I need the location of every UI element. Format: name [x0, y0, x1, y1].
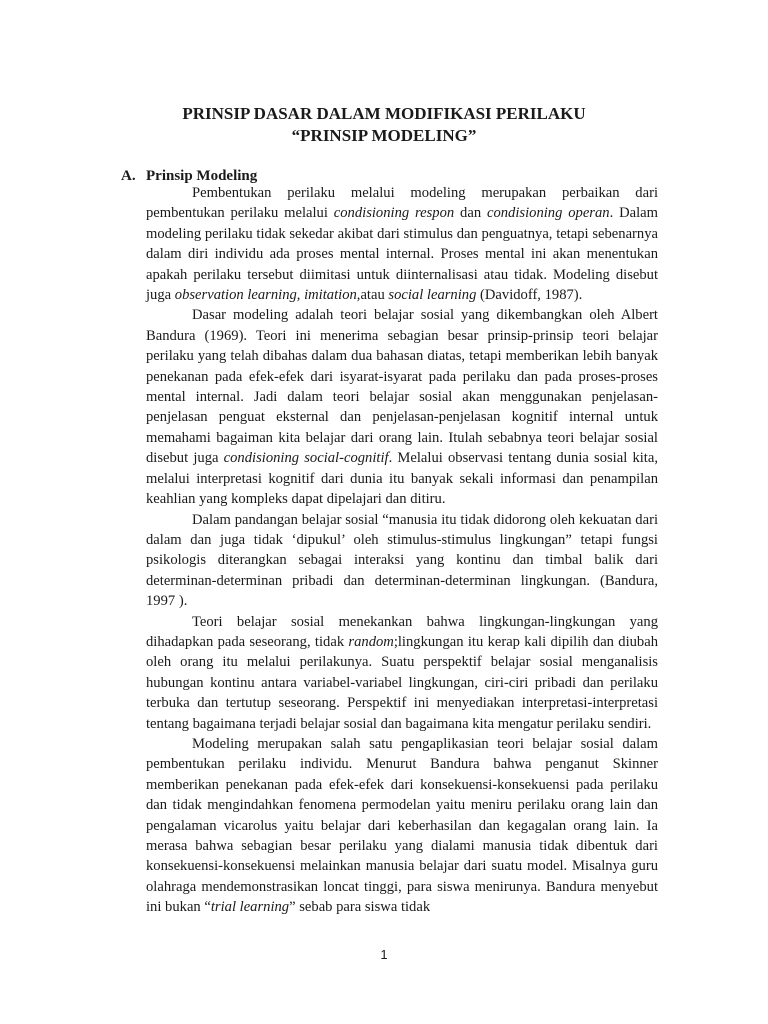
italic-term: condisioning social-cognitif [223, 450, 389, 467]
body-paragraph [146, 510, 658, 612]
italic-term: social learning [388, 287, 477, 304]
text-run: ” sebab para siswa tidak [289, 899, 431, 916]
section-letter: A. [121, 168, 136, 184]
text-run: ;lingkungan itu kerap kali dipilih dan diubah oleh orang itu melalui perilakunya. Suatu perspektif belajar sosial menganalisis hubungan kontinu antara variabel-variabel lingkungan, ciri-ciri pribadi dan perilaku terbuka dan tertutup seseorang. Perspektif ini menyediakan interpretasi-interpretasi tentang bagaimana terjadi belajar sosial dan bagaimana kita mengatur perilaku sendiri. [146, 633, 658, 732]
body-paragraph [146, 734, 658, 918]
body-paragraph [146, 612, 658, 734]
italic-term: condisioning operan [486, 205, 610, 222]
text-run: Dasar modeling adalah teori belajar sosial yang dikembangkan oleh Albert Bandura (1969). Teori ini menerima sebagian besar prinsip-prinsip teori belajar perilaku yang telah dibahas dalam dua bahasan diatas, tetapi memberikan lebih banyak penekanan pada efek-efek dari isyarat-isyarat pada perilaku dan pada proses-proses mental internal. Jadi dalam teori belajar sosial akan menggunakan penjelasan-penjelasan penguat eksternal dan penjelasan-penjelasan kognitif internal untuk memahami bagaiman kita belajar dari orang lain. Itulah sebabnya teori belajar sosial disebut juga [146, 307, 658, 467]
italic-term: observation learning, imitation [174, 287, 357, 304]
text-run: dan [454, 205, 487, 222]
document-title-line1: PRINSIP DASAR DALAM MODIFIKASI PERILAKU [182, 104, 586, 123]
italic-term: random [348, 633, 394, 650]
text-run: Pembentukan perilaku melalui modeling merupakan perbaikan dari pembentukan perilaku melalui [146, 185, 658, 222]
italic-term: condisioning respon [333, 205, 455, 222]
document-title-line2: “PRINSIP MODELING” [291, 126, 477, 145]
text-run: (Davidoff, 1987). [476, 287, 583, 304]
italic-term: trial learning [210, 899, 290, 916]
body-paragraph [146, 183, 658, 305]
text-run: Dalam pandangan belajar sosial “manusia itu tidak didorong oleh kekuatan dari dalam dan juga tidak ‘dipukul’ oleh stimulus-stimulus lingkungan” tetapi fungsi psikologis diterangkan sebagai interaksi yang kontinu dan timbal balik dari determinan-determinan pribadi dan determinan-determinan lingkungan. (Bandura, 1997 ). [146, 511, 658, 610]
text-run: ,atau [356, 287, 389, 304]
text-run: . Dalam modeling perilaku tidak sekedar akibat dari stimulus dan penguatnya, tetapi sebenarnya dalam diri individu ada proses mental internal. Proses mental ini akan menentukan apakah perilaku tersebut diimitasi untuk diinternalisasi atau tidak. Modeling disebut juga [146, 205, 658, 304]
body-text [146, 183, 658, 918]
page-number: 1 [380, 947, 388, 962]
section-title: Prinsip Modeling [146, 168, 258, 184]
body-paragraph [146, 305, 658, 509]
text-run: Modeling merupakan salah satu pengaplikasian teori belajar sosial dalam pembentukan perilaku individu. Menurut Bandura bahwa penganut Skinner memberikan penekanan pada efek-efek dari konsekuensi-konsekuensi pada perilaku dan tidak mengindahkan fenomena permodelan yaitu meniru perilaku orang lain dan pengalaman vicarolus yaitu belajar dari keberhasilan dan kegagalan orang lain. Ia merasa bahwa sebagian besar perilaku yang dialami manusia tidak dibentuk dari konsekuensi-konsekuensi melainkan manusia belajar dari suatu model. Misalnya guru olahraga mendemonstrasikan loncat tinggi, para siswa menirunya. Bandura menyebut ini bukan “ [146, 735, 658, 916]
text-run: . Melalui observasi tentang dunia sosial kita, melalui interpretasi kognitif dari dunia itu banyak sekali informasi dan penampilan keahlian yang kompleks dapat dipelajari dan ditiru. [146, 450, 658, 508]
text-run: Teori belajar sosial menekankan bahwa lingkungan-lingkungan yang dihadapkan pada seseorang, tidak [146, 613, 658, 650]
